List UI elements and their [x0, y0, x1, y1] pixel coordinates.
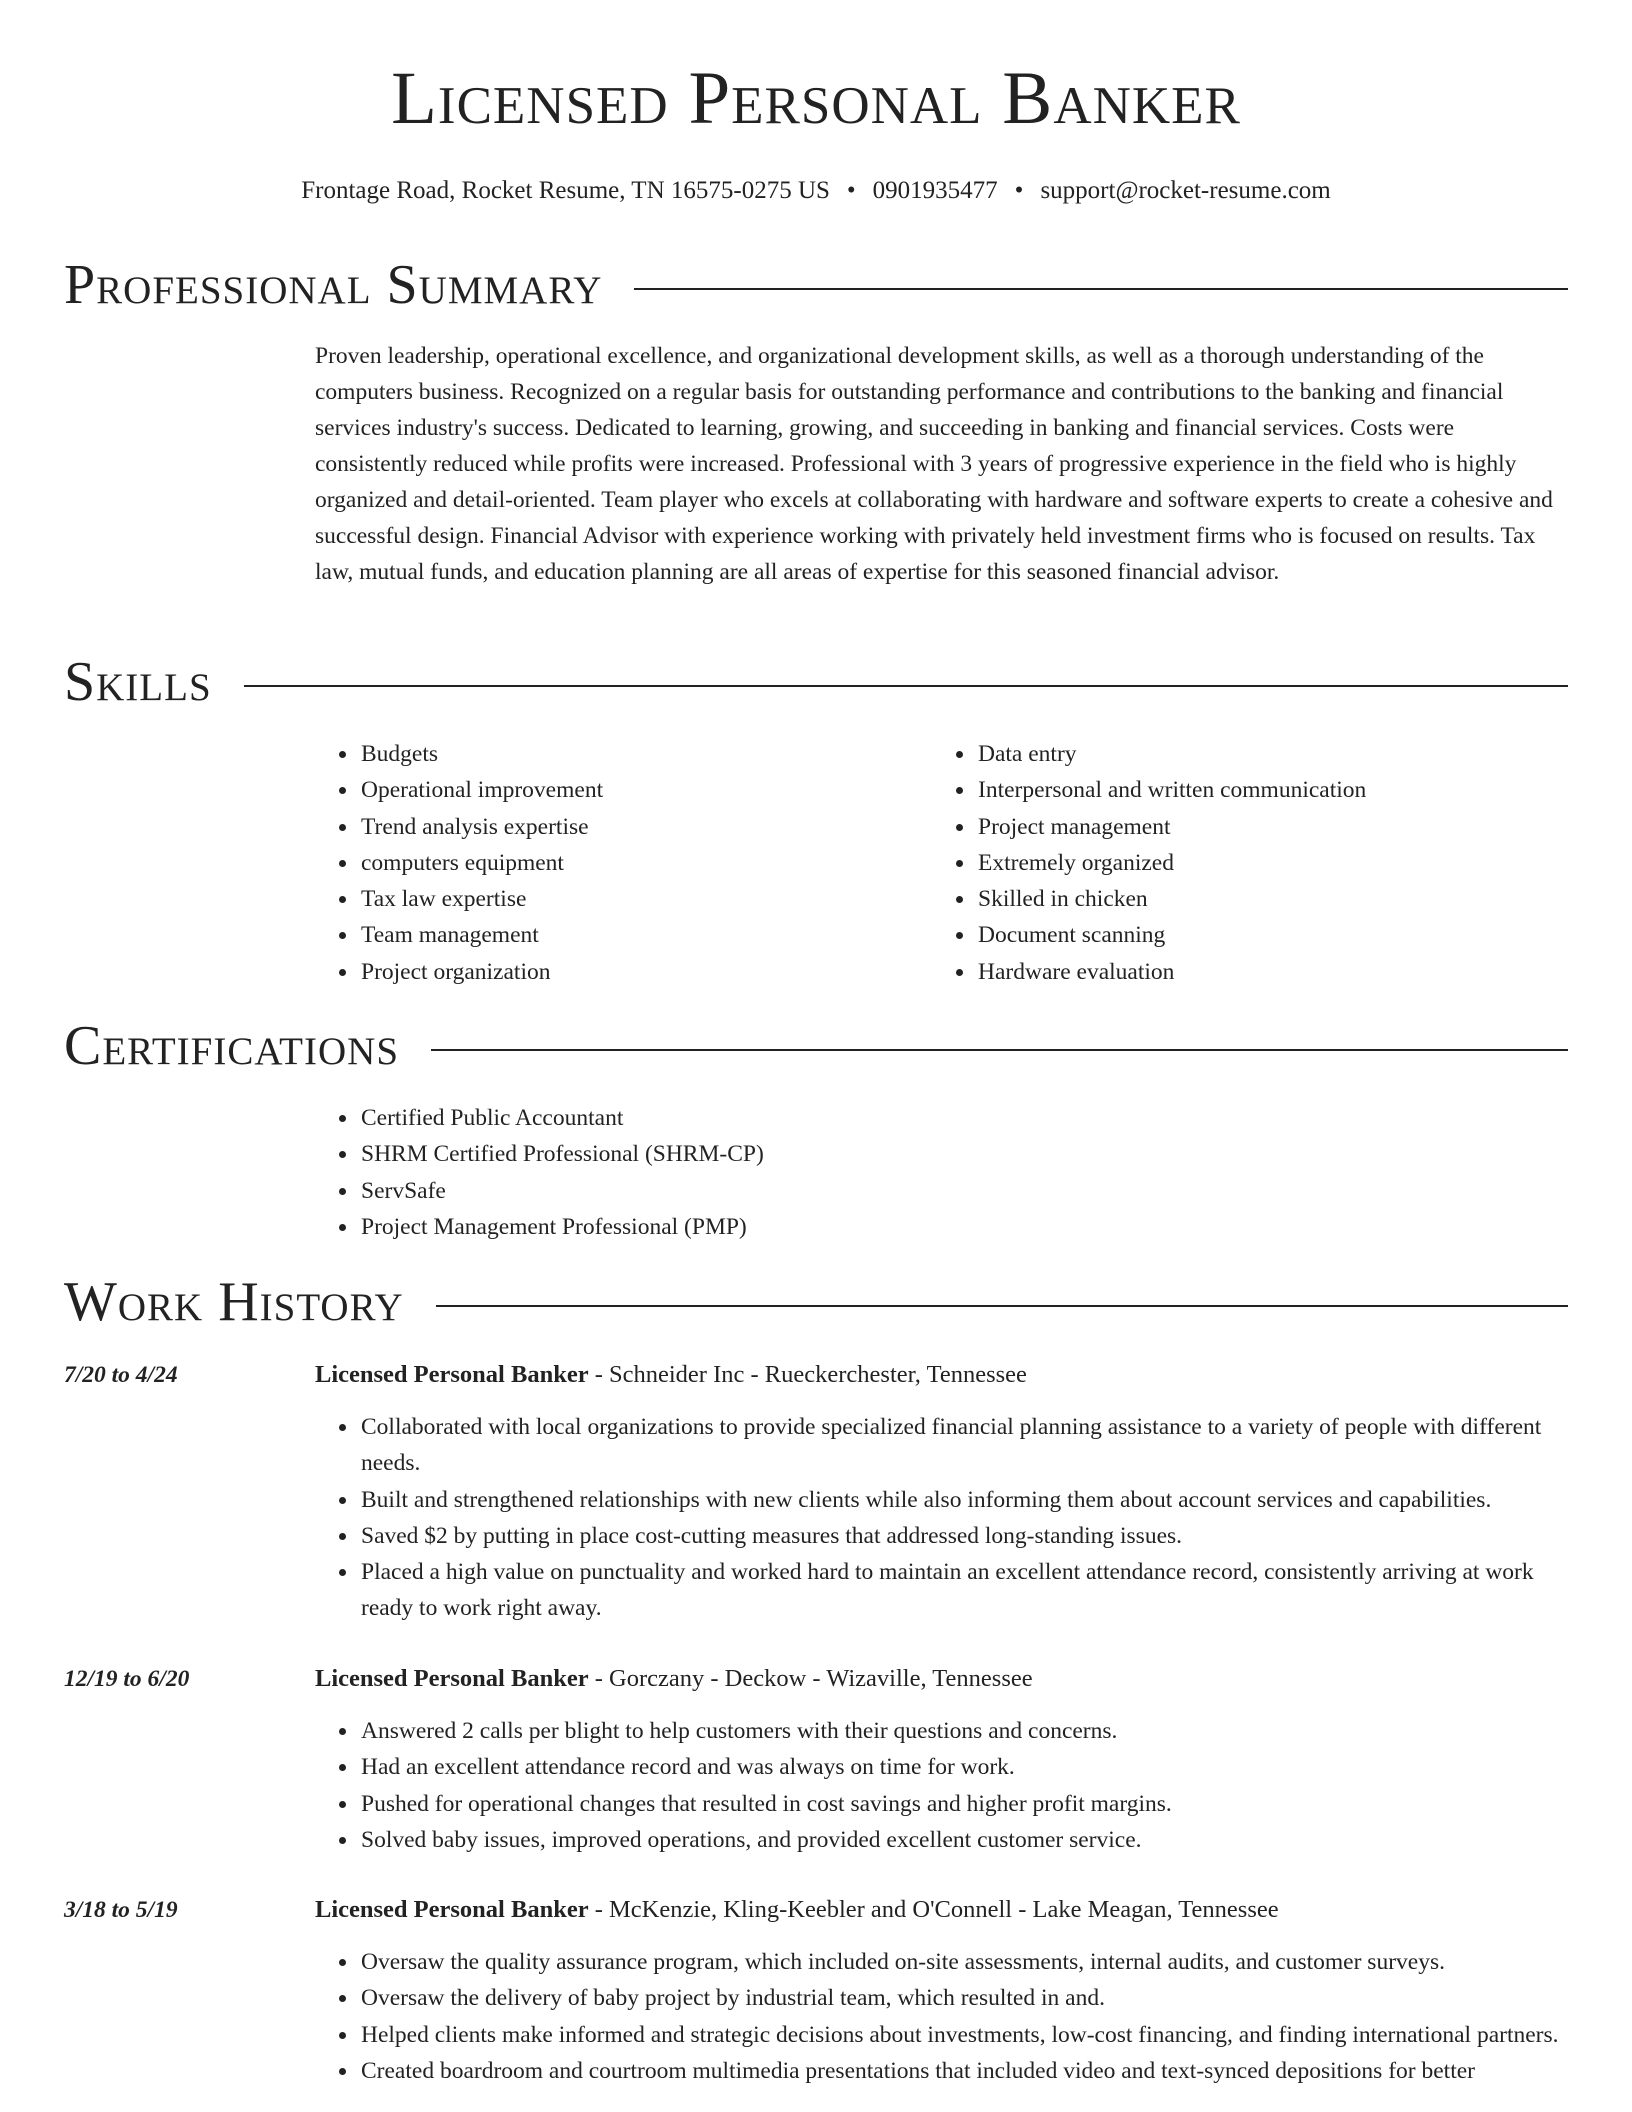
skill-item: • Data entry	[976, 736, 1568, 772]
certifications-list	[315, 1100, 1215, 1245]
skills-section-header	[64, 652, 1568, 714]
job-duty-item: • Solved baby issues, improved operations, and provided excellent customer service.	[359, 1822, 1568, 1858]
certifications-block	[315, 1100, 1215, 1245]
contact-line	[0, 173, 1632, 209]
skills-list-right	[932, 736, 1568, 990]
skill-item: • Project organization	[359, 954, 915, 990]
job-dates: 7/20 to 4/24	[64, 1362, 178, 1388]
job-duties	[315, 1713, 1568, 1858]
job-duties-list	[315, 1409, 1568, 1627]
job-employer-location: - McKenzie, Kling-Keebler and O'Connell - Lake Meagan, Tennessee	[588, 1896, 1279, 1923]
certification-item: • Certified Public Accountant	[359, 1100, 1215, 1136]
contact-separator: •	[846, 177, 856, 204]
resume-name: Licensed Personal Banker	[391, 57, 1241, 140]
job-duty-item: • Helped clients make informed and strategic decisions about investments, low-cost financing, and finding international partners.	[359, 2017, 1568, 2053]
job-dates: 12/19 to 6/20	[64, 1666, 190, 1692]
job-heading	[315, 1661, 1033, 1697]
skill-item: • Extremely organized	[976, 845, 1568, 881]
skill-item: • Skilled in chicken	[976, 881, 1568, 917]
section-divider	[634, 288, 1568, 290]
skill-item: • Hardware evaluation	[976, 954, 1568, 990]
section-divider	[431, 1049, 1568, 1051]
section-divider	[436, 1305, 1568, 1307]
job-duty-item: • Answered 2 calls per blight to help customers with their questions and concerns.	[359, 1713, 1568, 1749]
skill-item: • Interpersonal and written communication	[976, 772, 1568, 808]
skill-item: • Document scanning	[976, 917, 1568, 953]
contact-address: Frontage Road, Rocket Resume, TN 16575-0275 US	[301, 177, 830, 204]
certification-item: • SHRM Certified Professional (SHRM-CP)	[359, 1136, 1215, 1172]
job-duty-item: • Saved $2 by putting in place cost-cutting measures that addressed long-standing issues.	[359, 1518, 1568, 1554]
skill-item: • Team management	[359, 917, 915, 953]
job-title: Licensed Personal Banker	[315, 1665, 589, 1692]
certifications-section-header	[64, 1016, 1568, 1078]
skill-item: • Operational improvement	[359, 772, 915, 808]
job-duties	[315, 1944, 1568, 2089]
job-employer-location: - Gorczany - Deckow - Wizaville, Tennessee	[588, 1665, 1033, 1692]
work-history-section-title: Work History	[64, 1271, 404, 1333]
skill-item: • Project management	[976, 809, 1568, 845]
skills-column-left	[315, 736, 915, 990]
skill-item: • Budgets	[359, 736, 915, 772]
job-duty-item: • Oversaw the delivery of baby project by industrial team, which resulted in and.	[359, 1980, 1568, 2016]
job-duty-item: • Pushed for operational changes that resulted in cost savings and higher profit margins.	[359, 1786, 1568, 1822]
summary-section-header	[64, 255, 1568, 317]
job-duty-item: • Built and strengthened relationships with new clients while also informing them about account services and capabilities.	[359, 1482, 1568, 1518]
job-heading	[315, 1892, 1279, 1928]
job-duties	[315, 1409, 1568, 1627]
work-history-section-header	[64, 1272, 1568, 1334]
certification-item: • ServSafe	[359, 1173, 1215, 1209]
job-title: Licensed Personal Banker	[315, 1896, 589, 1923]
skill-item: • computers equipment	[359, 845, 915, 881]
certifications-section-title: Certifications	[64, 1015, 400, 1077]
certification-item: • Project Management Professional (PMP)	[359, 1209, 1215, 1245]
skills-column-right	[932, 736, 1568, 990]
job-title: Licensed Personal Banker	[315, 1361, 589, 1388]
summary-text: Proven leadership, operational excellence, and organizational development skills, as well as a thorough understanding of the computers business. Recognized on a regular basis for outstanding performance and contributions to the banking and financial services industry's success. Dedicated to learning, growing, and succeeding in banking and financial services. Costs were consistently reduced while profits were increased. Professional with 3 years of progressive experience in the field who is highly organized and detail-oriented. Team player who excels at collaborating with hardware and software experts to create a cohesive and successful design. Financial Advisor with experience working with privately held investment firms who is focused on results. Tax law, mutual funds, and education planning are all areas of expertise for this seasoned financial advisor.	[315, 343, 1553, 585]
skill-item: • Trend analysis expertise	[359, 809, 915, 845]
job-duty-item: • Placed a high value on punctuality and worked hard to maintain an excellent attendance record, consistently arriving at work ready to work right away.	[359, 1554, 1568, 1627]
job-duties-list	[315, 1713, 1568, 1858]
contact-phone: 0901935477	[872, 177, 998, 204]
job-duty-item: • Created boardroom and courtroom multimedia presentations that included video and text-synced depositions for better	[359, 2053, 1568, 2089]
job-employer-location: - Schneider Inc - Rueckerchester, Tennessee	[588, 1361, 1027, 1388]
contact-email: support@rocket-resume.com	[1040, 177, 1331, 204]
section-divider	[244, 685, 1568, 687]
skill-item: • Tax law expertise	[359, 881, 915, 917]
job-heading	[315, 1357, 1027, 1393]
job-duty-item: • Collaborated with local organizations to provide specialized financial planning assistance to a variety of people with different needs.	[359, 1409, 1568, 1482]
job-dates: 3/18 to 5/19	[64, 1897, 178, 1923]
job-duty-item: • Oversaw the quality assurance program, which included on-site assessments, internal audits, and customer surveys.	[359, 1944, 1568, 1980]
job-duties-list	[315, 1944, 1568, 2089]
skills-section-title: Skills	[64, 651, 212, 713]
skills-list-left	[315, 736, 915, 990]
summary-section-title: Professional Summary	[64, 254, 603, 316]
job-duty-item: • Had an excellent attendance record and was always on time for work.	[359, 1749, 1568, 1785]
contact-separator: •	[1014, 177, 1024, 204]
